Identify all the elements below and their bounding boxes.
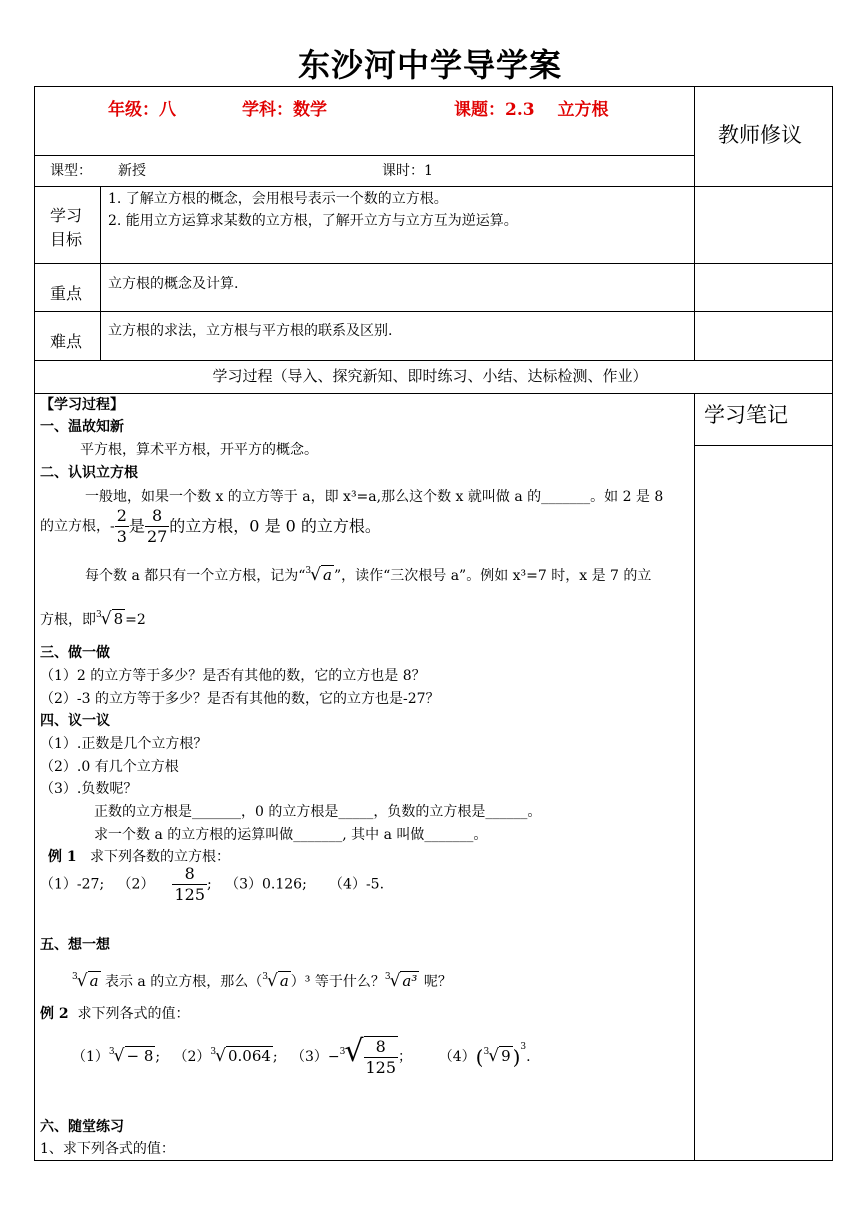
key-label: 重点 [50, 284, 83, 303]
section-2-paragraph-1: 一般地，如果一个数 x 的立方等于 a，即 x³=a,那么这个数 x 就叫做 a 的_______。如 2 是 8 [85, 489, 664, 505]
section-4-question-3: （3）.负数呢？ [40, 781, 138, 797]
section-4-fill-2: 求一个数 a 的立方根的运算叫做_______, 其中 a 叫做_______。 [94, 827, 488, 843]
key-text: 立方根的概念及计算. [108, 276, 239, 292]
example-2-items: $(1)^3√ - 8$ ; $(2)^3√$ 0.064 ; （3）−$^3$√ $\frac{8}{125}$ ； （4）($^3$√ 9 )$^3$. [72, 1034, 531, 1077]
fraction-two-thirds: $\frac{2}{3}$ [116, 506, 127, 546]
document-title: 东沙河中学导学案 [297, 46, 562, 84]
section-4-question-1: （1）.正数是几个立方根？ [40, 736, 208, 752]
cube-root-0064: $^3$√ 0.064 [210, 1045, 271, 1066]
example-1-prompt: 例 1 求下列各数的立方根： [48, 849, 230, 865]
section-3-question-1: （1）2 的立方等于多少？是否有其他的数，它的立方也是 8？ [40, 668, 426, 684]
section-3-question-2: （2）-3 的立方等于多少？是否有其他的数，它的立方也是-27？ [40, 691, 440, 707]
goal-item-1: 1. 了解立方根的概念，会用根号表示一个数的立方根。 [108, 191, 448, 207]
cube-root-8: $^3$√ 8 [96, 609, 124, 629]
difficulty-text: 立方根的求法，立方根与平方根的联系及区别. [108, 323, 393, 339]
cube-root-8-over-125: $^3$√ $\frac{8}{125}$ [339, 1034, 397, 1077]
notes-column-header: 学习笔记 [704, 403, 788, 427]
section-4-title: 四、议一议 [40, 713, 110, 729]
subject-label: 学科：数学 [242, 100, 327, 120]
example-2-prompt: 例 2 求下列各式的值： [40, 1006, 190, 1022]
lesson-type-value: 新授 [118, 163, 146, 179]
goal-item-2: 2. 能用立方运算求某数的立方根，了解开立方与立方互为逆运算。 [108, 213, 518, 229]
cube-root-9: $^3$√ 9 [483, 1045, 511, 1066]
section-1-text: 平方根，算术平方根，开平方的概念。 [80, 442, 318, 458]
period-label: 课时：1 [382, 163, 433, 179]
grade-label: 年级：八 [108, 100, 176, 120]
topic-label: 课题：2.3 立方根 [454, 100, 609, 120]
section-2-title: 二、认识立方根 [40, 465, 138, 481]
cube-root-a-3: $^3$√ a [262, 971, 289, 991]
teacher-column-header: 教师修议 [718, 123, 802, 147]
goals-label-1: 学习 [50, 206, 83, 225]
cube-root-negative-8: $^3$√ − 8 [108, 1045, 154, 1066]
cube-root-a-cubed: $^3$√ a³ [384, 971, 418, 991]
difficulty-label: 难点 [50, 332, 83, 351]
section-4-fill-1: 正数的立方根是_______，0 的立方根是_____，负数的立方根是______。 [94, 804, 542, 820]
process-header: 学习过程（导入、探究新知、即时练习、小结、达标检测、作业） [212, 367, 648, 385]
example-1-items: （1）-27; （2） $\frac{8}{125}$ ; （3）0.126; （4）-5. [40, 864, 385, 904]
fraction-eight-over-125: $\frac{8}{125}$ [174, 864, 205, 904]
cube-root-a: $^3$√ a [305, 565, 332, 585]
section-6-title: 六、随堂练习 [40, 1119, 124, 1135]
section-3-title: 三、做一做 [40, 645, 110, 661]
section-6-question-1: 1、求下列各式的值： [40, 1141, 175, 1157]
fraction-eight-twentysevenths: $\frac{8}{27}$ [146, 506, 168, 546]
section-2-paragraph-4: 方根，即$^3$√ 8 =2 [40, 609, 146, 629]
process-heading: 【学习过程】 [40, 397, 124, 413]
lesson-type-label: 课型： [50, 163, 92, 179]
section-2-paragraph-3: 每个数 a 都只有一个立方根，记为“$^3$√ a ”，读作“三次根号 a”。例如 x³=7 时，x 是 7 的立 [85, 565, 652, 585]
section-5-title: 五、想一想 [40, 937, 110, 953]
section-5-text: $^3$√ a 表示 a 的立方根，那么（$^3$√ a ）³ 等于什么？$^3$√ a³ 呢？ [72, 971, 452, 991]
section-2-paragraph-2: 的立方根，- $\frac{2}{3}$ 是 $\frac{8}{27}$ 的立方根，0 是 0 的立方根。 [40, 506, 381, 546]
cube-root-a-2: $^3$√ a [72, 971, 99, 991]
goals-label-2: 目标 [50, 230, 83, 249]
section-1-title: 一、温故知新 [40, 419, 124, 435]
section-4-question-2: （2）.0 有几个立方根 [40, 759, 179, 775]
